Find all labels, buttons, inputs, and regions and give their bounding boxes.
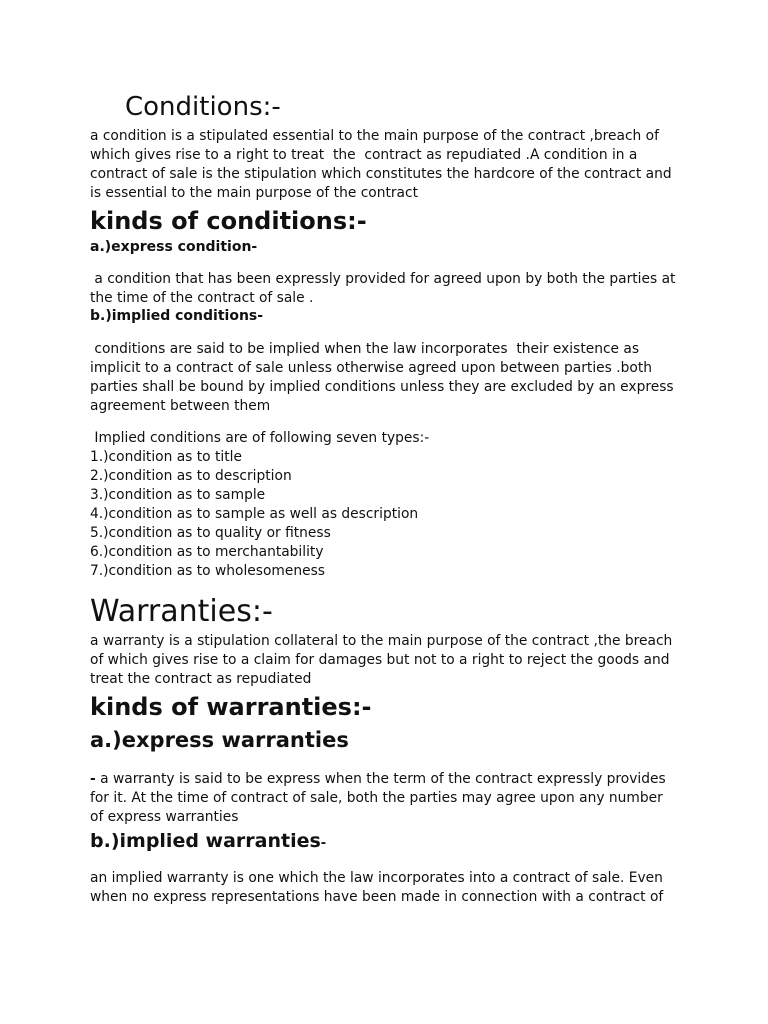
condition-type-item: 3.)condition as to sample <box>90 487 266 503</box>
implied-conditions-line: implicit to a contract of sale unless otherwise agreed upon between parties .both <box>90 360 652 376</box>
express-warranties-line: of express warranties <box>90 809 239 825</box>
implied-warranties-heading-row <box>90 828 326 857</box>
express-condition-line: the time of the contract of sale . <box>90 290 314 306</box>
conditions-definition-line: a condition is a stipulated essential to the main purpose of the contract ,breach of <box>90 128 659 144</box>
kinds-of-warranties-heading: kinds of warranties:- <box>90 693 372 721</box>
condition-type-item: 5.)condition as to quality or fitness <box>90 525 331 541</box>
implied-warranties-line: when no express representations have been made in connection with a contract of <box>90 889 664 905</box>
express-warranties-first-text: a warranty is said to be express when the term of the contract expressly provides <box>95 771 666 787</box>
warranties-definition-line: of which gives rise to a claim for damages but not to a right to reject the goods and <box>90 652 670 668</box>
implied-warranties-dash: - <box>320 836 327 851</box>
condition-type-item: 6.)condition as to merchantability <box>90 544 324 560</box>
warranties-definition-line: a warranty is a stipulation collateral to the main purpose of the contract ,the breach <box>90 633 673 649</box>
warranties-definition-line: treat the contract as repudiated <box>90 671 312 687</box>
express-warranties-line: for it. At the time of contract of sale, both the parties may agree upon any number <box>90 790 663 806</box>
express-warranties-dash: - <box>90 771 96 787</box>
implied-conditions-heading: b.)implied conditions- <box>90 308 264 324</box>
express-condition-heading: a.)express condition- <box>90 239 258 255</box>
implied-conditions-line: conditions are said to be implied when the law incorporates their existence as <box>90 341 640 357</box>
kinds-of-conditions-heading: kinds of conditions:- <box>90 207 367 235</box>
implied-conditions-line: agreement between them <box>90 398 271 414</box>
conditions-definition-line: contract of sale is the stipulation which constitutes the hardcore of the contract and <box>90 166 672 182</box>
express-condition-line: a condition that has been expressly provided for agreed upon by both the parties at <box>90 271 676 287</box>
implied-warranties-line: an implied warranty is one which the law incorporates into a contract of sale. Even <box>90 870 663 886</box>
implied-conditions-line: parties shall be bound by implied conditions unless they are excluded by an express <box>90 379 674 395</box>
conditions-heading: Conditions:- <box>125 92 281 122</box>
implied-types-intro: Implied conditions are of following seven types:- <box>90 430 430 446</box>
condition-type-item: 2.)condition as to description <box>90 468 292 484</box>
express-warranties-line-first <box>90 770 666 789</box>
condition-type-item: 4.)condition as to sample as well as description <box>90 506 419 522</box>
implied-warranties-heading: b.)implied warranties <box>90 830 321 852</box>
express-warranties-heading: a.)express warranties <box>90 728 349 752</box>
condition-type-item: 7.)condition as to wholesomeness <box>90 563 325 579</box>
condition-type-item: 1.)condition as to title <box>90 449 242 465</box>
conditions-definition-line: is essential to the main purpose of the contract <box>90 185 418 201</box>
warranties-heading: Warranties:- <box>90 594 273 629</box>
conditions-definition-line: which gives rise to a right to treat the contract as repudiated .A condition in a <box>90 147 638 163</box>
